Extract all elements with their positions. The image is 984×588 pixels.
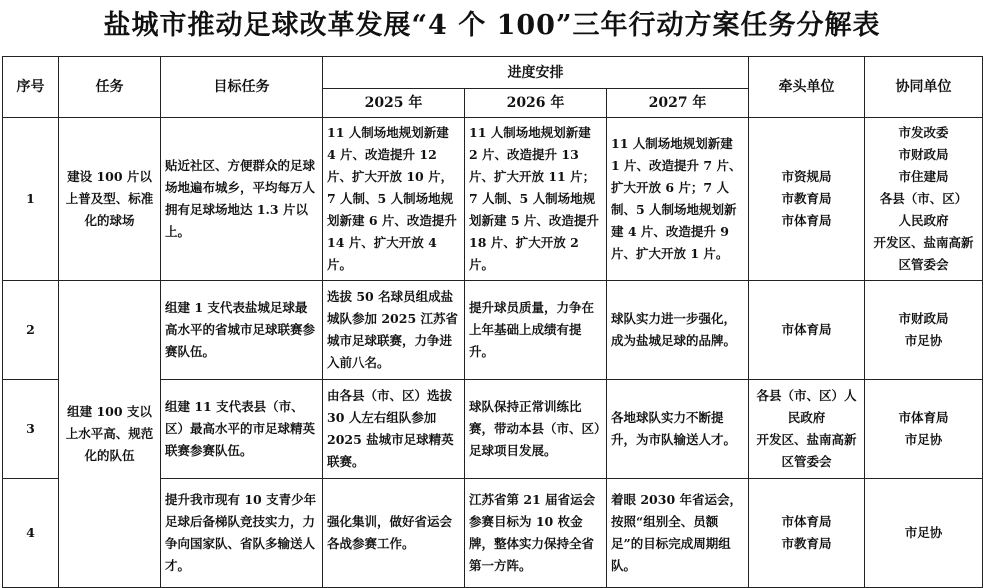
row-lead: 市资规局 市教育局 市体育局	[749, 118, 865, 281]
row-assist: 市发改委 市财政局 市住建局 各县（市、区） 人民政府 开发区、盐南高新区管委会	[865, 118, 983, 281]
row-2027: 11 人制场地规划新建 1 片、改造提升 7 片、扩大开放 6 片；7 人制、5 人制场地规划新建 4 片、改造提升 9 片、扩大开放 1 片。	[607, 118, 749, 281]
row-assist: 市财政局 市足协	[865, 281, 983, 380]
row-goal: 组建 1 支代表盐城足球最高水平的省城市足球联赛参赛队伍。	[161, 281, 323, 380]
header-assist: 协同单位	[865, 57, 983, 118]
row-goal: 组建 11 支代表县（市、区）最高水平的市足球精英联赛参赛队伍。	[161, 380, 323, 479]
header-lead: 牵头单位	[749, 57, 865, 118]
header-seq: 序号	[3, 57, 59, 118]
row-2027: 各地球队实力不断提升，为市队输送人才。	[607, 380, 749, 479]
row-lead: 市体育局	[749, 281, 865, 380]
row-seq: 3	[3, 380, 59, 479]
row-assist: 市足协	[865, 479, 983, 588]
header-2027: 2027 年	[607, 89, 749, 118]
row-task: 建设 100 片以上普及型、标准化的球场	[59, 118, 161, 281]
row-2026: 11 人制场地规划新建 2 片、改造提升 13 片、扩大开放 11 片；7 人制、5 人制场地规划新建 5 片、改造提升 18 片、扩大开放 2 片。	[465, 118, 607, 281]
header-schedule: 进度安排	[323, 57, 749, 89]
row-2027: 着眼 2030 年省运会，按照“组别全、员额足”的目标完成周期组队。	[607, 479, 749, 588]
row-2025: 强化集训，做好省运会各战参赛工作。	[323, 479, 465, 588]
row-2025: 选拔 50 名球员组成盐城队参加 2025 江苏省城市足球联赛，力争进入前八名。	[323, 281, 465, 380]
row-goal: 贴近社区、方便群众的足球场地遍布城乡，平均每万人拥有足球场地达 1.3 片以上。	[161, 118, 323, 281]
row-assist: 市体育局 市足协	[865, 380, 983, 479]
row-seq: 4	[3, 479, 59, 588]
header-2026: 2026 年	[465, 89, 607, 118]
row-2025: 由各县（市、区）选拔 30 人左右组队参加 2025 盐城市足球精英联赛。	[323, 380, 465, 479]
header-task: 任务	[59, 57, 161, 118]
row-2025: 11 人制场地规划新建 4 片、改造提升 12 片、扩大开放 10 片，7 人制、5 人制场地规划新建 6 片、改造提升 14 片、扩大开放 4 片。	[323, 118, 465, 281]
row-2026: 江苏省第 21 届省运会参赛目标为 10 枚金牌，整体实力保持全省第一方阵。	[465, 479, 607, 588]
row-seq: 2	[3, 281, 59, 380]
row-2026: 提升球员质量，力争在上年基础上成绩有提升。	[465, 281, 607, 380]
header-row-1	[3, 57, 983, 89]
row-lead: 各县（市、区）人民政府 开发区、盐南高新区管委会	[749, 380, 865, 479]
row-seq: 1	[3, 118, 59, 281]
header-2025: 2025 年	[323, 89, 465, 118]
row-2026: 球队保持正常训练比赛，带动本县（市、区）足球项目发展。	[465, 380, 607, 479]
task-table	[2, 56, 983, 588]
table-row	[3, 118, 983, 281]
page-title: 盐城市推动足球改革发展“4 个 100”三年行动方案任务分解表	[103, 10, 881, 41]
header-goal: 目标任务	[161, 57, 323, 118]
row-task: 组建 100 支以上水平高、规范化的队伍	[59, 281, 161, 588]
row-goal: 提升我市现有 10 支青少年足球后备梯队竞技实力，力争向国家队、省队多输送人才。	[161, 479, 323, 588]
table-row	[3, 281, 983, 380]
row-2027: 球队实力进一步强化，成为盐城足球的品牌。	[607, 281, 749, 380]
row-lead: 市体育局 市教育局	[749, 479, 865, 588]
